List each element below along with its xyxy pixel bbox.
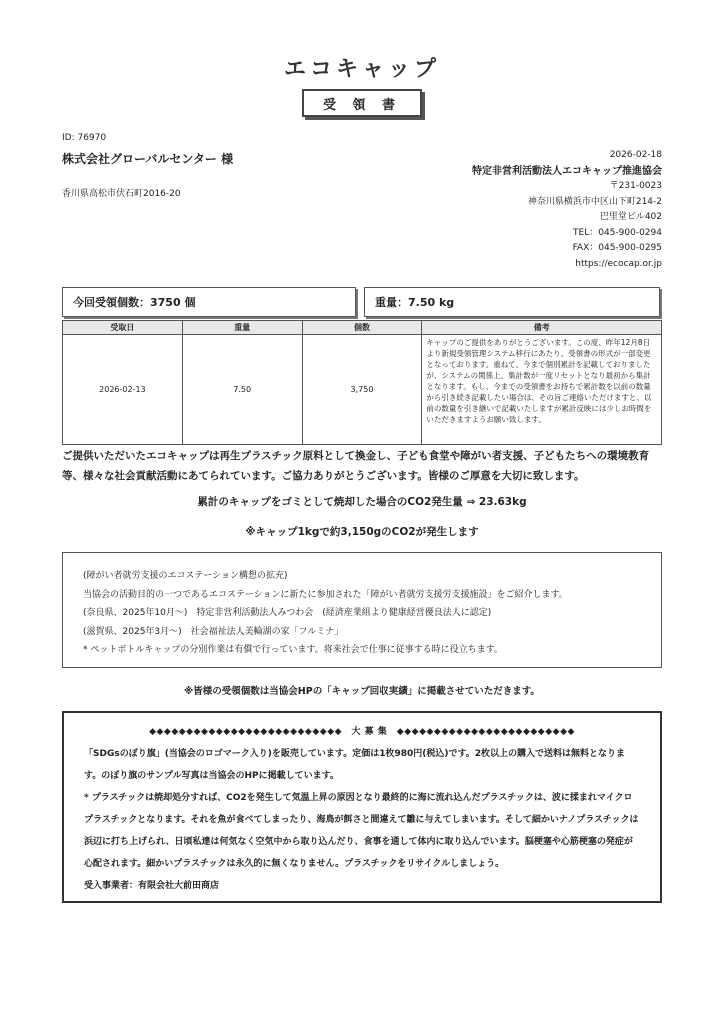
hp-note: ※皆様の受領個数は当協会HPの「キャップ回収実績」に掲載させていただきます。: [184, 686, 540, 697]
column-header-note: 備考: [422, 321, 662, 335]
column-header-count: 個数: [302, 321, 422, 335]
issuer-url: https://ecocap.or.jp: [575, 258, 662, 269]
received-weight: 重量：7.50 kg: [364, 287, 660, 317]
cell-weight: 7.50: [182, 335, 302, 445]
intro-line-5: * ペットボトルキャップの分別作業は有償で行っています。将来社会で仕事に従事する時に役立ちます。: [83, 645, 503, 655]
intro-line-1: (障がい者就労支援のエコステーション構想の拡充): [83, 571, 288, 581]
recruit-paragraph-1: 「SDGsのぼり旗」(当協会のロゴマーク入り)を販売しています。定価は1枚980円(税込)です。2枚以上の購入で送料は無料となります。のぼり旗のサンプル写真は当協会のHPに掲載しています。: [84, 749, 626, 781]
cell-date: 2026-02-13: [63, 335, 183, 445]
co2-note: ※キャップ1kgで約3,150gのCO2が発生します: [245, 526, 479, 538]
recruit-paragraph-2: * プラスチックは焼却処分すれば、CO2を発生して気温上昇の原因となり最終的に海に流れ込んだプラスチックは、波に揉まれマイクロプラスチックとなります。それを魚が食べてしまったり、海鳥が餌さと間違えて雛に与えてしまいます。そして細かいナノプラスチックは浜辺に打ち上げられ、日頃私達は何気なく空気中から取り込んだり、食事を通して体内に取り込んでいます。脳梗塞や心筋梗塞の発症が心配されます。細かいプラスチックは永久的に無くなりません。プラスチックをリサイクルしましょう。: [84, 793, 639, 869]
cell-note: キャップのご提供をありがとうございます。この度、昨年12月8日より新規受領管理システム移行にあたり、受領書の形式が一部変更となっております。重ねて、今まで個別累計を記載しておりましたが、システムの関係上、集計数が一度リセットとなり最初から集計となります。もし、今までの受領書をお持ちで累計数を以前の数量から引き続き記載したい場合は、その旨ご連絡いただけますと、以前の数量を引き継いで記載いたしますが累計反映には少しお時間をいただきますようお願い致します。: [422, 335, 662, 445]
document-id: ID: 76970: [62, 133, 107, 143]
column-header-weight: 重量: [182, 321, 302, 335]
page-title: エコキャップ: [283, 57, 440, 82]
issuer-name: 特定非営利活動法人エコキャップ推進協会: [472, 165, 662, 177]
receipt-table: [62, 320, 662, 445]
table-row: [63, 335, 662, 445]
issuer-address-2: 巴里堂ビル402: [599, 212, 662, 222]
co2-total: 累計のキャップをゴミとして焼却した場合のCO2発生量 ⇒ 23.63kg: [197, 496, 527, 508]
recruit-box: [62, 711, 662, 903]
thanks-paragraph: ご提供いただいたエコキャップは再生プラスチック原料として換金し、子ども食堂や障がい者支援、子どもたちへの環境教育等、様々な社会貢献活動にあてられています。ご協力ありがとうございます。皆様のご厚意を大切に致します。: [62, 450, 650, 482]
issue-date: 2026-02-18: [609, 150, 662, 160]
recipient-address: 香川県高松市伏石町2016-20: [62, 189, 181, 199]
issuer-fax: FAX：045-900-0295: [572, 243, 662, 253]
issuer-block: [472, 148, 662, 272]
intro-box: [62, 552, 662, 668]
recruit-heading: ◆◆◆◆◆◆◆◆◆◆◆◆◆◆◆◆◆◆◆◆◆◆◆◆◆◆ 大 募 集 ◆◆◆◆◆◆◆◆◆◆◆◆◆◆◆◆◆◆◆◆◆◆◆◆: [149, 727, 575, 737]
document-type-box: 受 領 書: [302, 89, 422, 117]
recruit-handler: 受入事業者：有限会社大前田商店: [84, 881, 220, 891]
intro-line-4: (滋賀県、2025年3月～) 社会福祉法人美輪湖の家「フルミナ」: [83, 626, 344, 637]
issuer-tel: TEL：045-900-0294: [573, 227, 662, 238]
issuer-address-1: 神奈川県横浜市中区山下町214-2: [527, 196, 662, 207]
cell-count: 3,750: [302, 335, 422, 445]
column-header-date: 受取日: [63, 321, 183, 335]
recipient-name: 株式会社グローバルセンター 様: [62, 152, 234, 166]
received-count: 今回受領個数：3750 個: [62, 287, 356, 317]
intro-line-3: (奈良県、2025年10月～) 特定非営利活動法人みつわ会 (経済産業組より健康経営優良法人に認定): [83, 608, 492, 618]
intro-line-2: 当協会の活動目的の一つであるエコステーションに新たに参加された「障がい者就労支援労支援施設」をご紹介します。: [83, 589, 568, 600]
issuer-postal: 〒231-0023: [609, 181, 662, 191]
